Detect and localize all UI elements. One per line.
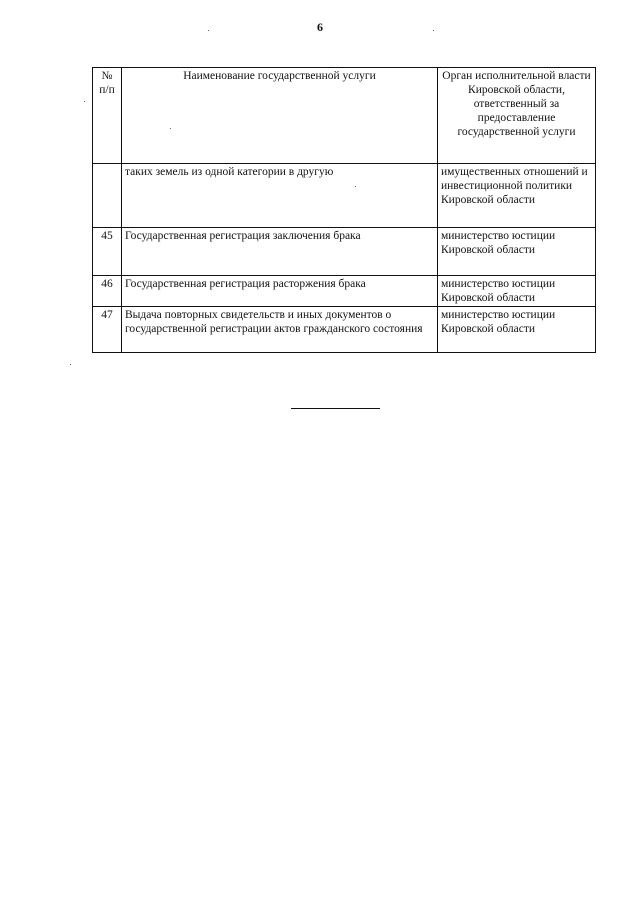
responsible-body: министерство юстиции Кировской области xyxy=(438,228,596,276)
table-header-row xyxy=(93,68,596,164)
service-name: таких земель из одной категории в другую xyxy=(122,164,438,228)
responsible-body: имущественных отношений и инвестиционной политики Кировской области xyxy=(438,164,596,228)
scan-speck xyxy=(170,128,171,129)
services-table xyxy=(92,67,596,353)
header-number: № п/п xyxy=(93,68,122,164)
service-name: Государственная регистрация заключения брака xyxy=(122,228,438,276)
row-number xyxy=(93,164,122,228)
table-row xyxy=(93,164,596,228)
service-name: Выдача повторных свидетельств и иных документов о государственной регистрации актов гражданского состояния xyxy=(122,307,438,353)
row-number: 46 xyxy=(93,276,122,307)
row-number: 47 xyxy=(93,307,122,353)
table-row xyxy=(93,276,596,307)
scan-speck xyxy=(84,101,85,102)
scan-speck xyxy=(433,30,434,31)
header-service-name: Наименование государственной услуги xyxy=(122,68,438,164)
responsible-body: министерство юстиции Кировской области xyxy=(438,276,596,307)
page-number: 6 xyxy=(317,20,323,34)
service-name: Государственная регистрация расторжения брака xyxy=(122,276,438,307)
end-of-document-rule xyxy=(291,408,380,409)
responsible-body: министерство юстиции Кировской области xyxy=(438,307,596,353)
header-responsible-body: Орган исполнительной власти Кировской области, ответственный за предоставление государственной услуги xyxy=(438,68,596,164)
scan-speck xyxy=(70,364,71,365)
table-row xyxy=(93,228,596,276)
scan-speck xyxy=(208,30,209,31)
scan-speck xyxy=(355,186,356,187)
table-row xyxy=(93,307,596,353)
row-number: 45 xyxy=(93,228,122,276)
